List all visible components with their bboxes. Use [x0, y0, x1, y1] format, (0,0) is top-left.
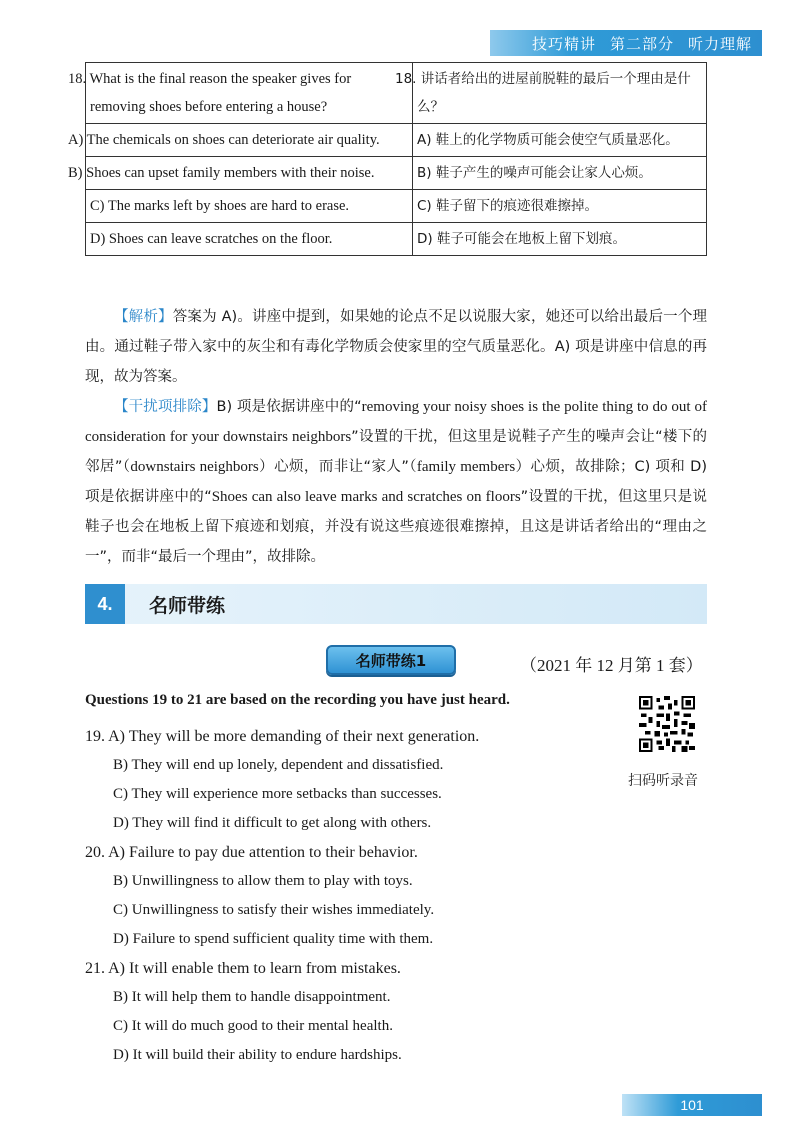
distractor-quote: Shoes can also leave marks and scratches on floors: [211, 489, 521, 505]
question-20: [85, 838, 434, 954]
question-number: 19.: [85, 728, 105, 745]
analysis-tag: 【解析】: [114, 309, 173, 325]
practice-badge: 名师带练1: [326, 645, 456, 675]
option-a-en: A) The chemicals on shoes can deteriorate air quality.: [86, 124, 413, 157]
distractor-text: ）心烦，而非让“家人”（: [258, 459, 417, 475]
distractor-quote: removing your noisy shoes is the polite thing to do out of consideration for your downstairs neighbors: [85, 399, 707, 445]
header-section-1: 技巧精讲: [531, 34, 596, 53]
option-a: A) It will enable them to learn from mistakes.: [108, 960, 401, 977]
analysis-paragraph: [85, 302, 707, 392]
qr-caption: 扫码听录音: [628, 773, 698, 789]
option-c: C) They will experience more setbacks than successes.: [113, 786, 442, 802]
table-row: [86, 157, 707, 190]
option-a-cn: A) 鞋上的化学物质可能会使空气质量恶化。: [413, 124, 707, 157]
option-d: D) It will build their ability to endure hardships.: [113, 1047, 402, 1063]
option-b: B) Unwillingness to allow them to play with toys.: [113, 873, 413, 889]
option-d-en: D) Shoes can leave scratches on the floor.: [86, 223, 413, 256]
distractor-paragraph: [85, 392, 707, 572]
distractor-tag: 【干扰项排除】: [114, 399, 217, 415]
distractor-text: B) 项是依据讲座中的“: [216, 399, 362, 415]
qr-code-icon[interactable]: [639, 696, 695, 752]
option-a: A) They will be more demanding of their next generation.: [108, 728, 480, 745]
analysis-text: 答案为 A)。讲座中提到，如果她的论点不足以说服大家，她还可以给出最后一个理由。通过鞋子带入家中的灰尘和有毒化学物质会使家里的空气质量恶化。A) 项是讲座中信息的再现，故为答案。: [85, 309, 707, 385]
option-a: A) Failure to pay due attention to their behavior.: [108, 844, 418, 861]
table-row: [86, 223, 707, 256]
option-c: C) Unwillingness to satisfy their wishes immediately.: [113, 902, 435, 918]
page-number: 101: [622, 1094, 762, 1116]
table-row: [86, 63, 707, 124]
question-number: 20.: [85, 844, 105, 861]
section-title: 名师带练: [149, 594, 226, 617]
table-row: [86, 124, 707, 157]
section-number: 4.: [85, 584, 125, 624]
distractor-term: family members: [416, 459, 516, 475]
section-heading: [85, 584, 707, 624]
distractor-text: ”设置的干扰，但这里是说鞋子产生的噪声会让“楼下的邻居”（: [85, 429, 707, 475]
question-21: [85, 954, 402, 1070]
option-c-en: C) The marks left by shoes are hard to erase.: [86, 190, 413, 223]
question-en: 18. What is the final reason the speaker gives for removing shoes before entering a house?: [86, 63, 413, 124]
running-header: [490, 30, 762, 56]
option-d-cn: D) 鞋子可能会在地板上留下划痕。: [413, 223, 707, 256]
distractor-term: downstairs neighbors: [130, 459, 259, 475]
header-section-3: 听力理解: [687, 34, 752, 53]
question-cn: 18. 讲话者给出的进屋前脱鞋的最后一个理由是什么？: [413, 63, 707, 124]
header-section-2: 第二部分: [609, 34, 674, 53]
distractor-text: ”设置的干扰，但这里只是说鞋子也会在地板上留下痕迹和划痕，并没有说这些痕迹很难擦掉，且这是讲话者给出的“理由之一”，而非“最后一个理由”，故排除。: [85, 489, 707, 565]
question-19: [85, 722, 479, 838]
exam-source: （2021 年 12 月第 1 套）: [520, 656, 703, 675]
distractor-text: ）心烦，故排除；C) 项和 D) 项是依据讲座中的“: [85, 459, 708, 505]
option-c-cn: C) 鞋子留下的痕迹很难擦掉。: [413, 190, 707, 223]
option-b-en: B) Shoes can upset family members with their noise.: [86, 157, 413, 190]
bilingual-question-table: [68, 62, 707, 256]
table-row: [86, 190, 707, 223]
question-number: 21.: [85, 960, 105, 977]
option-b: B) It will help them to handle disappointment.: [113, 989, 391, 1005]
option-c: C) It will do much good to their mental health.: [113, 1018, 393, 1034]
option-d: D) They will find it difficult to get along with others.: [113, 815, 432, 831]
option-b-cn: B) 鞋子产生的噪声可能会让家人心烦。: [413, 157, 707, 190]
questions-heading: Questions 19 to 21 are based on the recording you have just heard.: [85, 692, 510, 708]
option-d: D) Failure to spend sufficient quality time with them.: [113, 931, 434, 947]
option-b: B) They will end up lonely, dependent and dissatisfied.: [113, 757, 444, 773]
